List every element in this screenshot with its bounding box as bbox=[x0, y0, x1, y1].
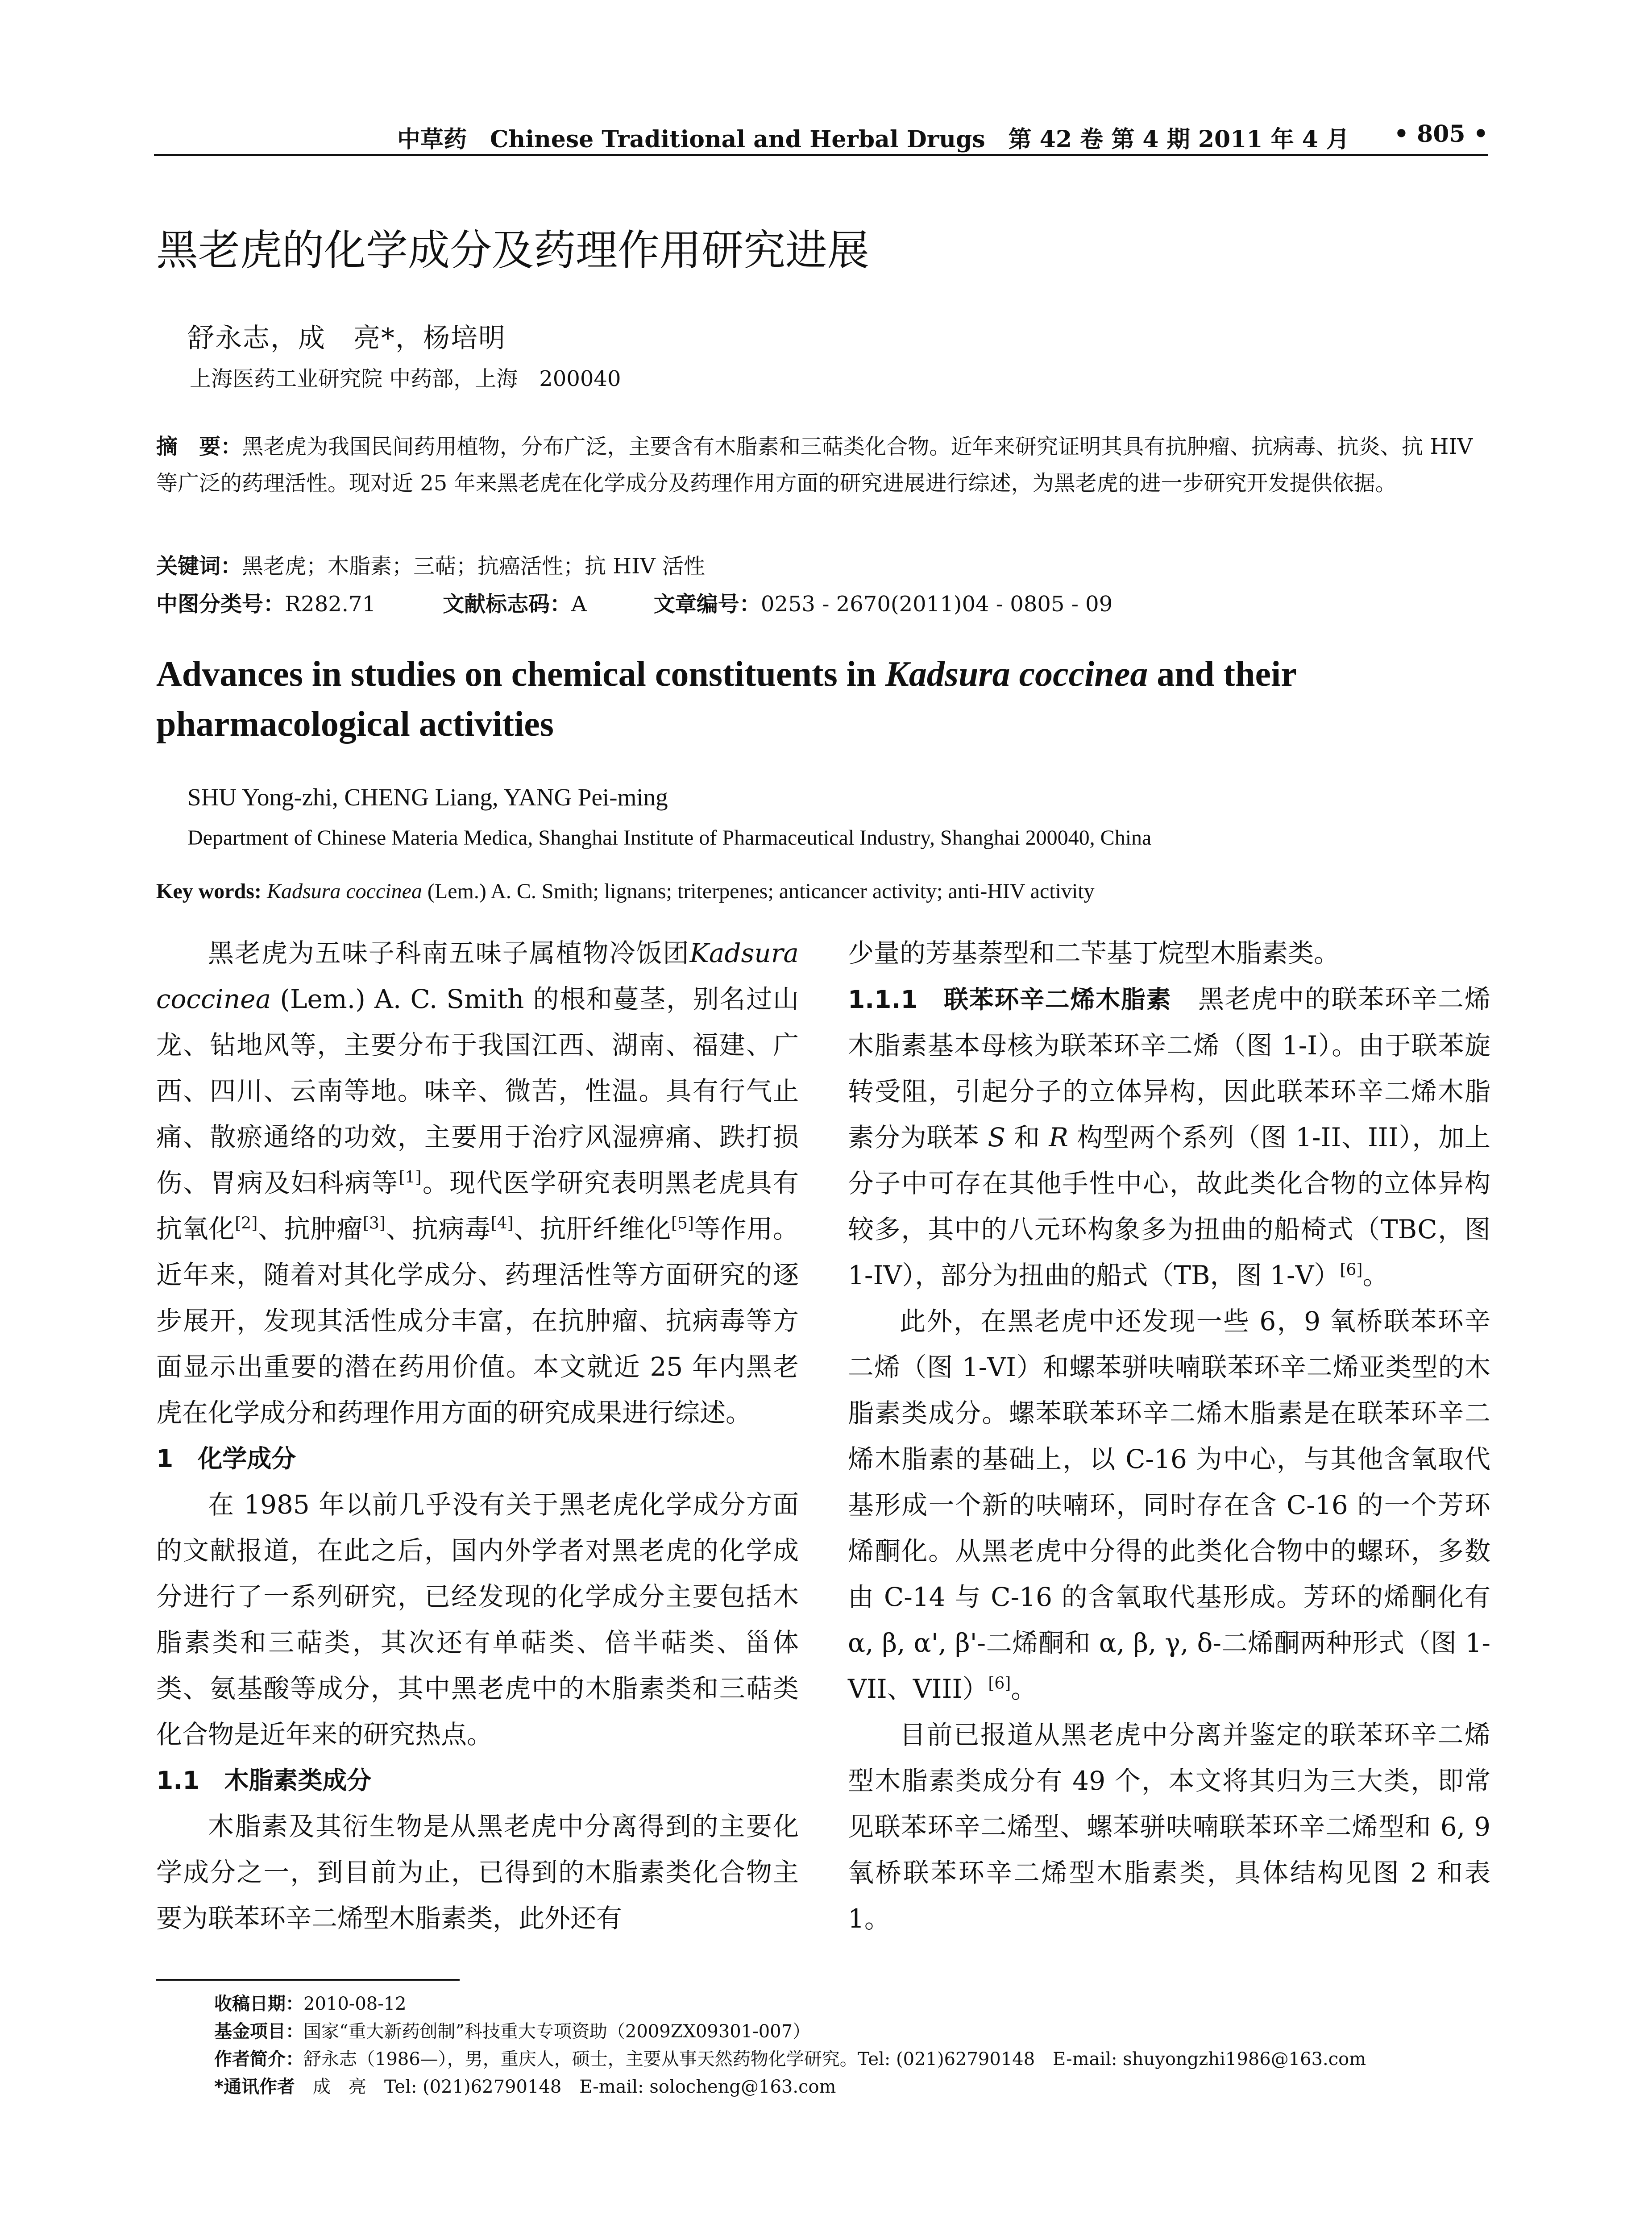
keywords-label: 关键词： bbox=[156, 554, 242, 579]
page-number: • 805 • bbox=[1394, 120, 1488, 148]
keywords-english-label: Key words: bbox=[156, 879, 267, 903]
summary-paragraph: 目前已报道从黑老虎中分离并鉴定的联苯环辛二烯型木脂素类成分有 49 个，本文将其归为三大类，即常见联苯环辛二烯型、螺苯骈呋喃联苯环辛二烯型和 6, 9 氧桥联苯环辛二烯型木脂素类，具体结构见图 2 和表 1。 bbox=[848, 1720, 1490, 1934]
affiliation-chinese: 上海医药工业研究院 中药部，上海 200040 bbox=[190, 366, 621, 391]
citation-ref: [3] bbox=[362, 1214, 386, 1233]
doc-code-value: A bbox=[571, 592, 587, 617]
title-english-part2: and their pharmacological activities bbox=[156, 655, 1296, 744]
section-1-1-paragraph: 木脂素及其衍生物是从黑老虎中分离得到的主要化学成分之一，到目前为止，已得到的木脂素类化合物主要为联苯环辛二烯型木脂素类，此外还有 bbox=[156, 1811, 799, 1933]
section-1-1-1-paragraph: 1.1.1 联苯环辛二烯木脂素 黑老虎中的联苯环辛二烯木脂素基本母核为联苯环辛二烯（图 1-I）。由于联苯旋转受阻，引起分子的立体异构，因此联苯环辛二烯木脂素分为联苯 S 和 R 构型两个系列（图 1-II、III），加上分子中可存在其他手性中心，故此类化合物的立体异构较多，其中的八元环构象多为扭曲的船椅式（TBC，图 1-IV），部分为扭曲的船式（TB，图 1-V）[6]。 bbox=[848, 984, 1491, 1290]
section-heading-1-1-1: 1.1.1 联苯环辛二烯木脂素 bbox=[848, 985, 1172, 1014]
footnote-author: 作者简介：舒永志（1986—），男，重庆人，硕士，主要从事天然药物化学研究。Tel: (021)62790148 E-mail: shuyongzhi1986@163.com bbox=[214, 2049, 1366, 2069]
footnote-corresponding: *通讯作者 成 亮 Tel: (021)62790148 E-mail: solocheng@163.com bbox=[214, 2077, 836, 2097]
running-header bbox=[154, 114, 1488, 156]
abstract-label: 摘 要： bbox=[156, 434, 242, 459]
section-heading-1: 1 化学成分 bbox=[156, 1444, 296, 1473]
section-1-paragraph: 在 1985 年以前几乎没有关于黑老虎化学成分方面的文献报道，在此之后，国内外学者对黑老虎的化学成分进行了一系列研究，已经发现的化学成分主要包括木脂素类和三萜类，其次还有单萜类、倍半萜类、甾体类、氨基酸等成分，其中黑老虎中的木脂素类和三萜类化合物是近年来的研究热点。 bbox=[156, 1489, 799, 1750]
intro-paragraph: 黑老虎为五味子科南五味子属植物冷饭团Kadsura coccinea (Lem.) A. C. Smith 的根和蔓茎，别名过山龙、钻地风等，主要分布于我国江西、湖南、福建、广西、四川、云南等地。味辛、微苦，性温。具有行气止痛、散瘀通络的功效，主要用于治疗风湿痹痛、跌打损伤、胃病及妇科病等[1]。现代医学研究表明黑老虎具有抗氧化[2]、抗肿瘤[3]、抗病毒[4]、抗肝纤维化[5]等作用。近年来，随着对其化学成分、药理活性等方面研究的逐步展开，发现其活性成分丰富，在抗肿瘤、抗病毒等方面显示出重要的潜在药用价值。本文就近 25 年内黑老虎在化学成分和药理作用方面的研究成果进行综述。 bbox=[156, 938, 799, 1428]
citation-ref: [4] bbox=[490, 1214, 514, 1233]
continued-paragraph: 少量的芳基萘型和二苄基丁烷型木脂素类。 bbox=[848, 938, 1340, 968]
citation-ref: [6] bbox=[1340, 1261, 1363, 1279]
article-number-label: 文章编号： bbox=[653, 592, 761, 617]
citation-ref: [5] bbox=[671, 1214, 694, 1233]
spiro-paragraph: 此外，在黑老虎中还发现一些 6，9 氧桥联苯环辛二烯（图 1-VI）和螺苯骈呋喃联苯环辛二烯亚类型的木脂素类成分。螺苯联苯环辛二烯木脂素是在联苯环辛二烯木脂素的基础上，以 C-16 为中心，与其他含氧取代基形成一个新的呋喃环，同时存在含 C-16 的一个芳环烯酮化。从黑老虎中分得的此类化合物中的螺环，多数由 C-14 与 C-16 的含氧取代基形成。芳环的烯酮化有 α, β, α', β'-二烯酮和 α, β, γ, δ-二烯酮两种形式（图 1-VII、VIII）[6]。 bbox=[848, 1306, 1490, 1704]
footnotes bbox=[214, 1990, 1366, 2101]
title-english-part1: Advances in studies on chemical constituents in bbox=[156, 655, 885, 694]
doc-code-label: 文献标志码： bbox=[443, 592, 572, 617]
citation-ref: [1] bbox=[398, 1168, 422, 1187]
abstract-chinese bbox=[156, 428, 1473, 502]
citation-ref: [2] bbox=[235, 1214, 258, 1233]
abstract-text: 黑老虎为我国民间药用植物，分布广泛，主要含有木脂素和三萜类化合物。近年来研究证明其具有抗肿瘤、抗病毒、抗炎、抗 HIV 等广泛的药理活性。现对近 25 年来黑老虎在化学成分及药理作用方面的研究进展进行综述，为黑老虎的进一步研究开发提供依据。 bbox=[156, 434, 1473, 496]
footnote-rule bbox=[156, 1979, 460, 1981]
authors-english: SHU Yong-zhi, CHENG Liang, YANG Pei-ming bbox=[187, 784, 668, 811]
title-english-species: Kadsura coccinea bbox=[885, 655, 1148, 694]
clc-label: 中图分类号： bbox=[156, 592, 285, 617]
keywords-chinese bbox=[156, 549, 705, 580]
article-number-value: 0253 - 2670(2011)04 - 0805 - 09 bbox=[760, 592, 1113, 617]
keywords-text: 黑老虎；木脂素；三萜；抗癌活性；抗 HIV 活性 bbox=[242, 554, 706, 579]
title-chinese: 黑老虎的化学成分及药理作用研究进展 bbox=[156, 226, 870, 275]
keywords-english-text: (Lem.) A. C. Smith; lignans; triterpenes; anticancer activity; anti-HIV activity bbox=[422, 879, 1095, 903]
authors-chinese: 舒永志，成 亮*，杨培明 bbox=[187, 323, 506, 354]
section-heading-1-1: 1.1 木脂素类成分 bbox=[156, 1766, 372, 1795]
citation-ref: [6] bbox=[988, 1674, 1011, 1693]
footnote-received: 收稿日期：2010-08-12 bbox=[214, 1994, 407, 2014]
keywords-english-species: Kadsura coccinea bbox=[266, 879, 422, 903]
journal-header: 中草药 Chinese Traditional and Herbal Drugs 第 42 卷 第 4 期 2011 年 4 月 bbox=[397, 126, 1350, 153]
classification-line bbox=[156, 587, 1112, 618]
clc-value: R282.71 bbox=[285, 592, 376, 617]
title-english bbox=[156, 649, 1495, 749]
body-column-right bbox=[848, 930, 1490, 1942]
footnote-fund: 基金项目：国家“重大新药创制”科技重大专项资助（2009ZX09301-007） bbox=[214, 2021, 811, 2042]
affiliation-english: Department of Chinese Materia Medica, Shanghai Institute of Pharmaceutical Industry, Shanghai 200040, China bbox=[187, 826, 1152, 850]
body-column-left bbox=[156, 930, 799, 1941]
keywords-english bbox=[156, 879, 1095, 904]
